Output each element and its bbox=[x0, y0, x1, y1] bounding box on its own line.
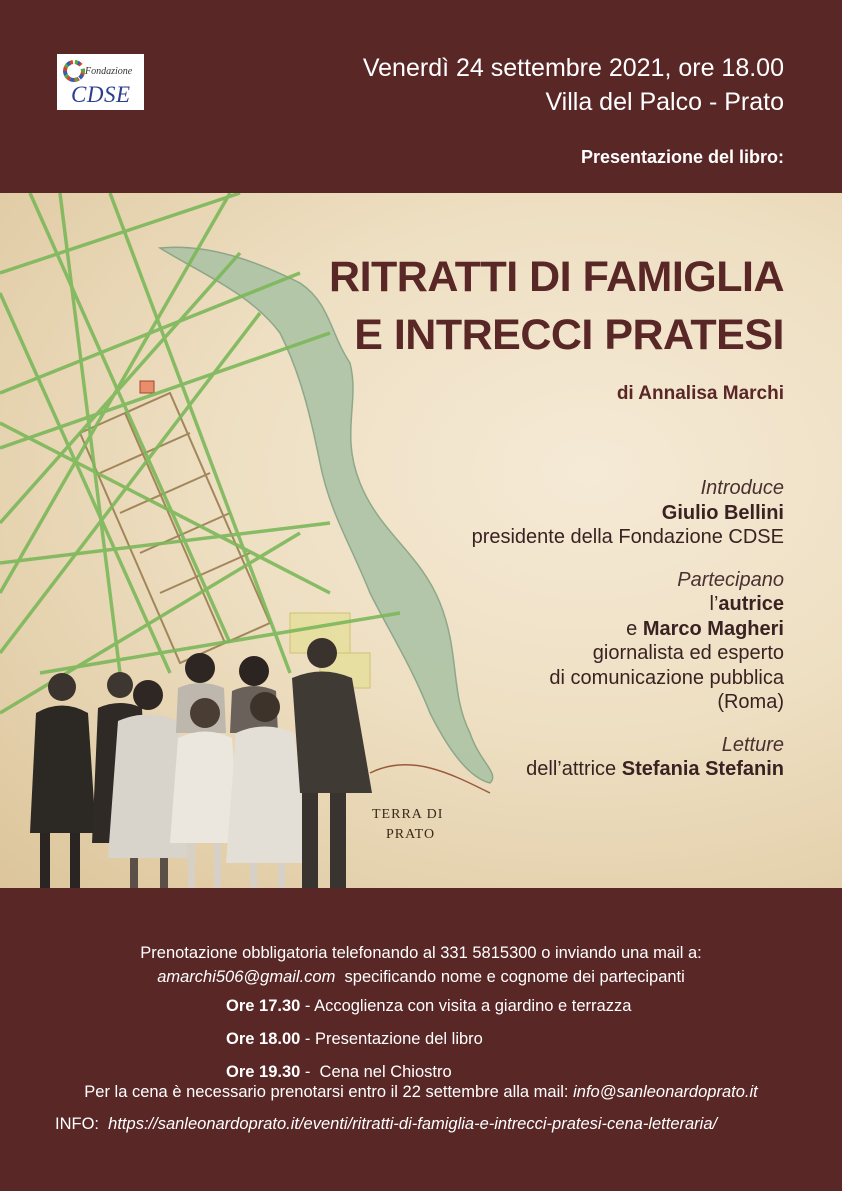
town-grid bbox=[80, 393, 270, 663]
participant-role-2: di comunicazione pubblica bbox=[549, 666, 784, 689]
logo-text-big: CDSE bbox=[71, 82, 131, 107]
dinner-email-link[interactable]: info@sanleonardoprato.it bbox=[573, 1083, 758, 1101]
book-author: di Annalisa Marchi bbox=[616, 383, 784, 404]
letture-label: Letture bbox=[721, 733, 784, 756]
event-place: Villa del Palco - Prato bbox=[545, 88, 784, 116]
book-title-line-1: RITRATTI DI FAMIGLIA bbox=[329, 253, 784, 301]
schedule-text: - Cena nel Chiostro bbox=[300, 1063, 452, 1081]
booking-line-2 bbox=[0, 965, 842, 989]
speakers-block bbox=[384, 476, 784, 782]
schedule-item bbox=[226, 997, 631, 1030]
participant-author bbox=[384, 592, 784, 617]
event-date: Venerdì 24 settembre 2021, ore 18.00 bbox=[362, 54, 784, 82]
fondazione-cdse-logo bbox=[57, 54, 144, 110]
red-building-marker bbox=[140, 381, 154, 393]
schedule-text: - Presentazione del libro bbox=[300, 1030, 483, 1048]
booking-line-1: Prenotazione obbligatoria telefonando al 331 5815300 o inviando una mail a: bbox=[140, 944, 702, 962]
letture-name: Stefania Stefanin bbox=[621, 758, 784, 780]
participant-author-name: autrice bbox=[718, 593, 784, 615]
participant-magheri-prefix: e bbox=[626, 617, 643, 640]
map-panel bbox=[0, 193, 842, 888]
logo-ring-icon bbox=[61, 58, 87, 84]
schedule-list bbox=[226, 997, 631, 1096]
introduce-label: Introduce bbox=[700, 477, 784, 499]
schedule-text: - Accoglienza con visita a giardino e terrazza bbox=[300, 997, 632, 1015]
booking-info bbox=[0, 941, 842, 989]
participant-magheri bbox=[384, 617, 784, 642]
letture-line bbox=[384, 757, 784, 782]
schedule-item bbox=[226, 1030, 631, 1063]
letture-prefix: dell’attrice bbox=[526, 758, 622, 780]
info-label: INFO: bbox=[55, 1115, 109, 1133]
participant-role-3: (Roma) bbox=[717, 691, 784, 713]
schedule-time: Ore 18.00 bbox=[226, 1030, 301, 1048]
book-title-line-2: E INTRECCI PRATESI bbox=[354, 311, 784, 359]
info-url-link[interactable]: https://sanleonardoprato.it/eventi/ritratti-di-famiglia-e-intrecci-pratesi-cena-letteraria/ bbox=[108, 1115, 718, 1133]
info-line bbox=[55, 1115, 717, 1134]
partecipano-label: Partecipano bbox=[677, 568, 784, 591]
introduce-role: presidente della Fondazione CDSE bbox=[471, 526, 784, 548]
introduce-name: Giulio Bellini bbox=[661, 501, 784, 524]
participant-author-prefix: l’ bbox=[709, 593, 719, 615]
dinner-info bbox=[0, 1083, 842, 1102]
map-label-terra: TERRA DI bbox=[372, 807, 444, 822]
booking-email-link[interactable]: amarchi506@gmail.com bbox=[157, 968, 336, 986]
dinner-text: Per la cena è necessario prenotarsi entro il 22 settembre alla mail: bbox=[84, 1083, 574, 1101]
schedule-time: Ore 19.30 bbox=[226, 1063, 301, 1081]
schedule-time: Ore 17.30 bbox=[226, 997, 301, 1015]
participant-magheri-name: Marco Magheri bbox=[642, 617, 784, 640]
presentation-label: Presentazione del libro: bbox=[580, 147, 784, 167]
family-photo bbox=[30, 638, 372, 888]
booking-line-2-rest: specificando nome e cognome dei partecipanti bbox=[335, 968, 685, 986]
participant-role-1: giornalista ed esperto bbox=[592, 642, 784, 664]
logo-text-small: Fondazione bbox=[85, 66, 133, 77]
map-label-prato: PRATO bbox=[386, 827, 436, 842]
